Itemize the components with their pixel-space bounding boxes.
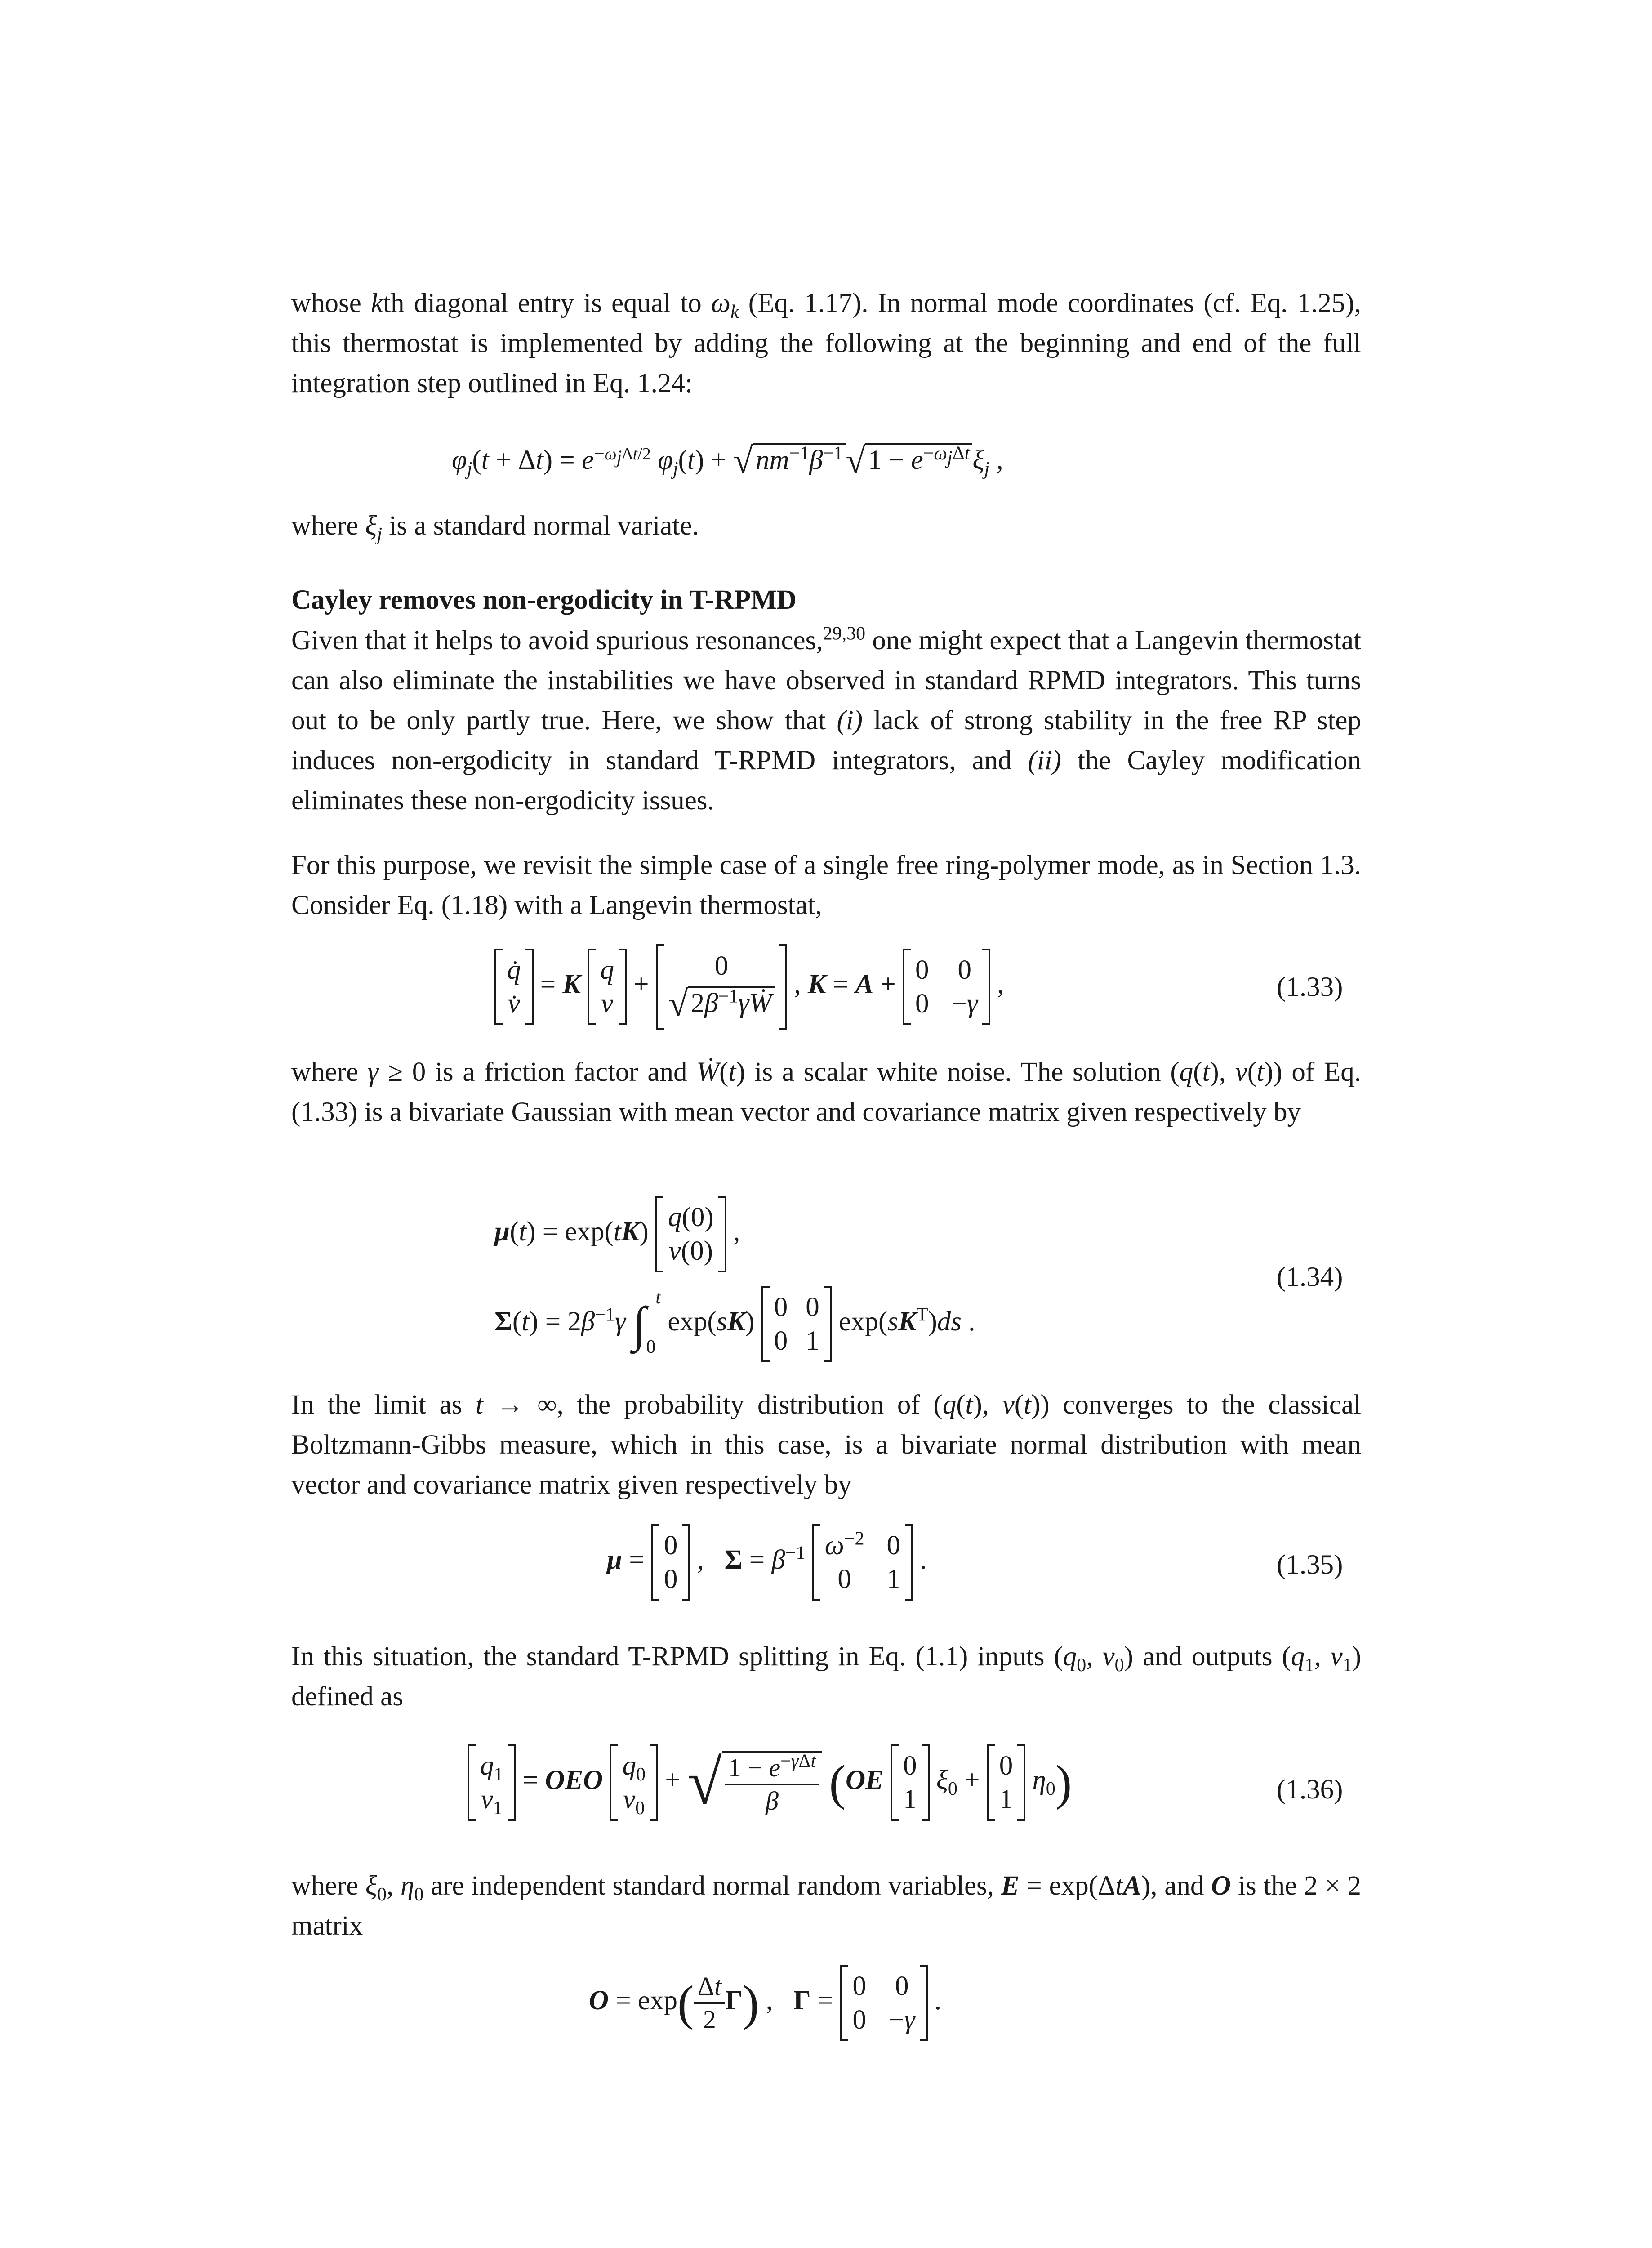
equation-number-1-33: (1.33) bbox=[1277, 972, 1343, 1002]
equation-1-34-mean: μ(t) = exp(tK) q(0) v(0) , bbox=[494, 1196, 740, 1272]
section-heading: Cayley removes non-ergodicity in T-RPMD bbox=[291, 585, 797, 615]
paragraph-4: For this purpose, we revisit the simple case of a single free ring-polymer mode, as in Section 1.3. Consider Eq. (1.18) with a Langevin thermostat, bbox=[291, 850, 1361, 920]
equation-number-1-35: (1.35) bbox=[1277, 1550, 1343, 1580]
paragraph-3: Given that it helps to avoid spurious resonances,$^{29,30}$ one might expect that a Langevin thermostat can also eliminate the instabilities we have observed in standard RPMD integrators. This turns out to be only partly true. Here, we show that (i) lack of strong stability in the free RP step induces non-ergodicity in standard T-RPMD integrators, and (ii) the Cayley modification eliminates these non-ergodicity issues. bbox=[291, 623, 1361, 816]
equation-1-36: $q_1$ $v_1$ = OEO $q_0$ $v_0$ + √ $\frac{1 - e^{-\gamma\Delta t}}{\beta}$ (OE 0 1 $\xi_0$ + 0 1 $\eta_0$) bbox=[468, 1744, 1072, 1821]
equation-1-34-covariance: $\Sigma(t) = 2\beta^{-1}\gamma$ $\int_0^t$ exp(sK) 0 0 0 1 $\exp(sK^T)ds$ . bbox=[494, 1286, 975, 1362]
equation-1-35: μ = 0 0 , $\Sigma = \beta^{-1}$ $\omega^{-2}$ 0 0 1 . bbox=[607, 1524, 926, 1601]
paragraph-1: whose kth diagonal entry is equal to $\omega_k$ (Eq. 1.17). In normal mode coordinates (cf. Eq. 1.25), this thermostat is implemented by adding the following at the beginning and end of the full integration step outlined in Eq. 1.24: bbox=[291, 288, 1361, 398]
thermostat-equation: $\varphi_j(t + \Delta t) = e^{-\omega_j\Delta t/2}$ $\varphi_j(t) + √nm^{-1}\beta^{-1}√1 - e^{-\omega_j\Delta t}\xi_j$ , bbox=[452, 441, 1003, 481]
paragraph-7: In this situation, the standard T-RPMD splitting in Eq. (1.1) inputs ($q_0$, $v_0$) and outputs ($q_1$, $v_1$) defined as bbox=[291, 1641, 1362, 1712]
paragraph-5: where γ ≥ 0 is a friction factor and Ẇ(t) is a scalar white noise. The solution (q(t), v(t)) of Eq. (1.33) is a bivariate Gaussian with mean vector and covariance matrix given respectively by bbox=[291, 1057, 1361, 1127]
paragraph-2: where $\xi_j$ is a standard normal variate. bbox=[291, 511, 699, 545]
equation-number-1-36: (1.36) bbox=[1277, 1775, 1343, 1805]
paragraph-8: where $\xi_0$, $\eta_0$ are independent standard normal random variables, E = exp(ΔtA), and O is the 2 × 2 matrix bbox=[291, 1871, 1361, 1941]
equation-number-1-34: (1.34) bbox=[1277, 1262, 1343, 1292]
equation-1-33: q̇ v̇ = K q v + 0 $√2\beta^{-1}\gamma Ẇ$ , K = A + 0 0 0 −γ , bbox=[494, 944, 1004, 1030]
equation-o-matrix: O = exp( $\frac{\Delta t}{2}$ Γ) , Γ = 0 0 0 −γ . bbox=[589, 1965, 941, 2041]
paragraph-6: In the limit as t → ∞, the probability distribution of (q(t), v(t)) converges to the classical Boltzmann-Gibbs measure, which in this case, is a bivariate normal distribution with mean vector and covariance matrix given respectively by bbox=[291, 1390, 1361, 1500]
